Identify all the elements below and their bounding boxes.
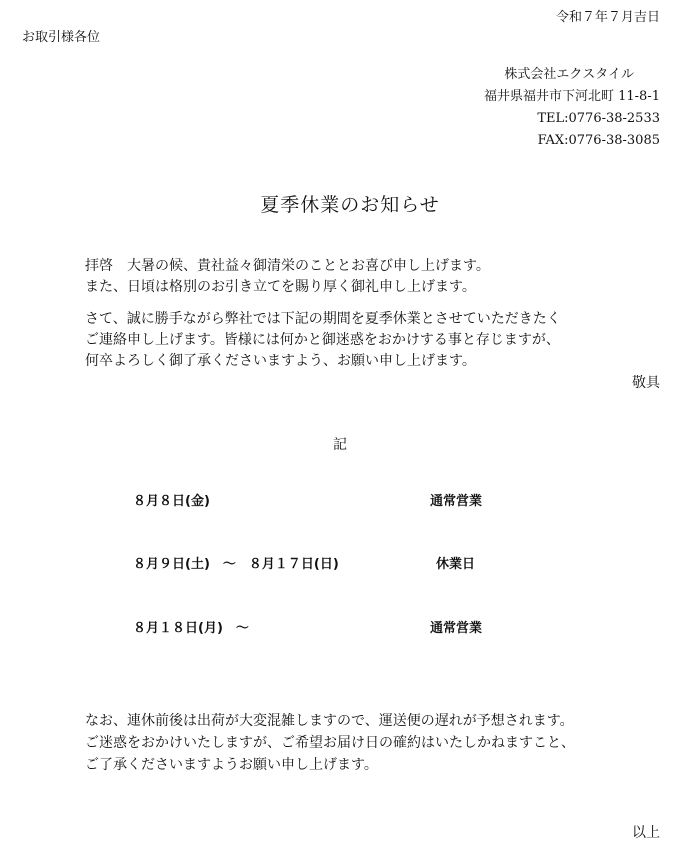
body-paragraph (85, 309, 561, 372)
sender-fax: FAX:0776-38-3085 (537, 133, 660, 148)
note-line: ご迷惑をおかけいたしますが、ご希望お届け日の確約はいたしかねますこと、 (85, 735, 575, 751)
ki-heading: 記 (333, 437, 347, 453)
body-line: 何卒よろしく御了承くださいますよう、お願い申し上げます。 (85, 353, 476, 369)
sender-address: 福井県福井市下河北町 11-8-1 (483, 89, 660, 104)
closing-keigu: 敬具 (632, 375, 660, 391)
schedule-date: ８月８日(金) (133, 494, 210, 509)
body-line: ご連絡申し上げます。皆様には何かと御迷惑をおかけする事と存じますが、 (85, 332, 560, 348)
body-line: さて、誠に勝手ながら弊社では下記の期間を夏季休業とさせていただきたく (85, 311, 561, 327)
sender-block (484, 64, 660, 152)
schedule-status: 休業日 (436, 557, 476, 572)
greeting-line: 拝啓 大暑の候、貴社益々御清栄のこととお喜び申し上げます。 (85, 258, 490, 274)
note-line: ご了承くださいますようお願い申し上げます。 (85, 757, 378, 773)
schedule-status: 通常営業 (430, 621, 483, 636)
schedule-date: ８月１８日(月) ～ (133, 621, 249, 636)
closing-ijo: 以上 (632, 825, 660, 841)
sender-tel: TEL:0776-38-2533 (537, 111, 660, 126)
recipient: お取引様各位 (22, 30, 101, 45)
document-date: 令和７年７月吉日 (555, 10, 660, 25)
sender-company: 株式会社エクスタイル (504, 67, 634, 82)
schedule-date: ８月９日(土) ～ ８月１７日(日) (133, 557, 339, 572)
greeting-line: また、日頃は格別のお引き立てを賜り厚く御礼申し上げます。 (85, 279, 476, 295)
schedule-status: 通常営業 (430, 494, 483, 509)
note-line: なお、連休前後は出荷が大変混雑しますので、運送便の遅れが予想されます。 (85, 713, 574, 729)
note-paragraph (85, 710, 575, 776)
document-title: 夏季休業のお知らせ (260, 194, 440, 216)
greeting-paragraph (85, 256, 490, 298)
